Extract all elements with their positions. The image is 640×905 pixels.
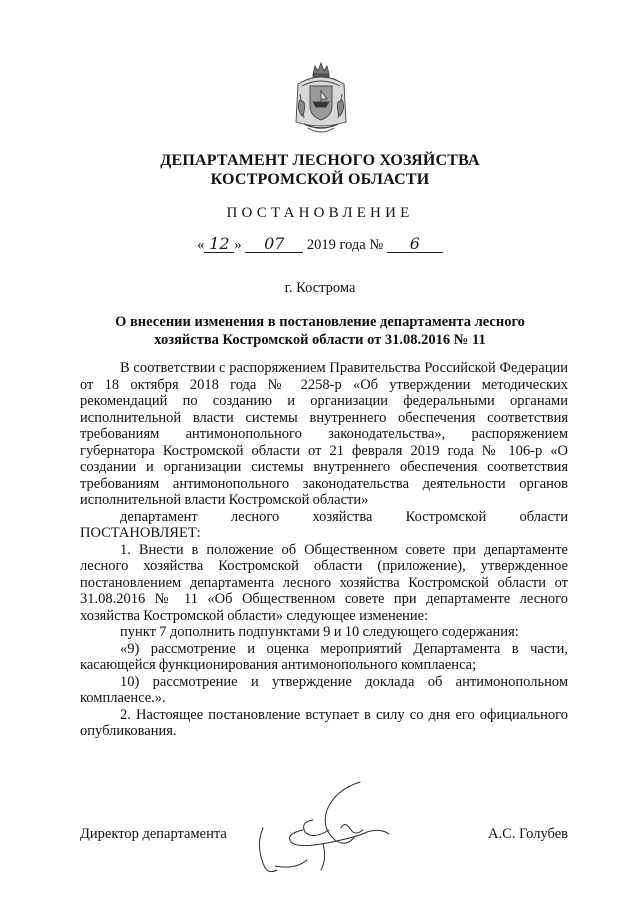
date-open-quote: « bbox=[197, 237, 205, 253]
signature-icon bbox=[255, 770, 415, 880]
coat-of-arms-icon bbox=[290, 60, 352, 140]
date-line bbox=[0, 236, 640, 254]
department-name-line2: КОСТРОМСКОЙ ОБЛАСТИ bbox=[210, 171, 430, 188]
document-body bbox=[80, 360, 568, 740]
document-type: ПОСТАНОВЛЕНИЕ bbox=[226, 205, 414, 221]
subject-line2: хозяйства Костромской области от 31.08.2016 № 11 bbox=[154, 332, 486, 348]
body-resolves: ПОСТАНОВЛЯЕТ: bbox=[80, 525, 201, 541]
body-paragraph-8: 2. Настоящее постановление вступает в силу со дня его официального опубликования. bbox=[80, 706, 568, 739]
body-paragraph-1: В соответствии с распоряжением Правительства Российской Федерации от 18 октября 2018 года № 2258-р «Об утверждении методических рекомендаций по созданию и организации федеральными органами исполнительной власти системы внутреннего обеспечения соответствия требованиям антимонопольного законодательства», распоряжением губернатора Костромской области от 21 февраля 2019 года № 106-р «О создании и организации системы внутреннего обеспечения соответствия требованиям антимонопольного законодательства деятельности органов исполнительной власти Костромской области» bbox=[80, 360, 568, 508]
date-day: 12 bbox=[204, 236, 234, 253]
signatory-position: Директор департамента bbox=[80, 826, 227, 842]
date-close-quote: » bbox=[234, 237, 242, 253]
date-year-text: 2019 года № bbox=[306, 237, 384, 253]
city: г. Кострома bbox=[284, 280, 356, 296]
subject-line1: О внесении изменения в постановление департамента лесного bbox=[115, 314, 525, 330]
department-name-line1: ДЕПАРТАМЕНТ ЛЕСНОГО ХОЗЯЙСТВА bbox=[160, 152, 480, 169]
body-paragraph-6: «9) рассмотрение и оценка мероприятий Департамента в части, касающейся функционирования антимонопольного комплаенса; bbox=[80, 640, 568, 673]
body-paragraph-7: 10) рассмотрение и утверждение доклада об антимонопольном комплаенсе.». bbox=[80, 673, 568, 706]
body-paragraph-4: 1. Внести в положение об Общественном совете при департаменте лесного хозяйства Костромской области (приложение), утвержденное постановлением департамента лесного хозяйства Костромской области от 31.08.2016 № 11 «Об Общественном совете при департаменте лесного хозяйства Костромской области» следующее изменение: bbox=[80, 541, 568, 624]
document-subject bbox=[0, 313, 640, 349]
signatory-name: А.С. Голубев bbox=[488, 826, 568, 842]
body-paragraph-2: департамент лесного хозяйства Костромской области bbox=[120, 508, 568, 525]
document-number: 6 bbox=[387, 236, 443, 253]
body-paragraph-5: пункт 7 дополнить подпунктами 9 и 10 следующего содержания: bbox=[120, 624, 519, 640]
date-month: 07 bbox=[245, 236, 303, 253]
department-name bbox=[0, 151, 640, 189]
